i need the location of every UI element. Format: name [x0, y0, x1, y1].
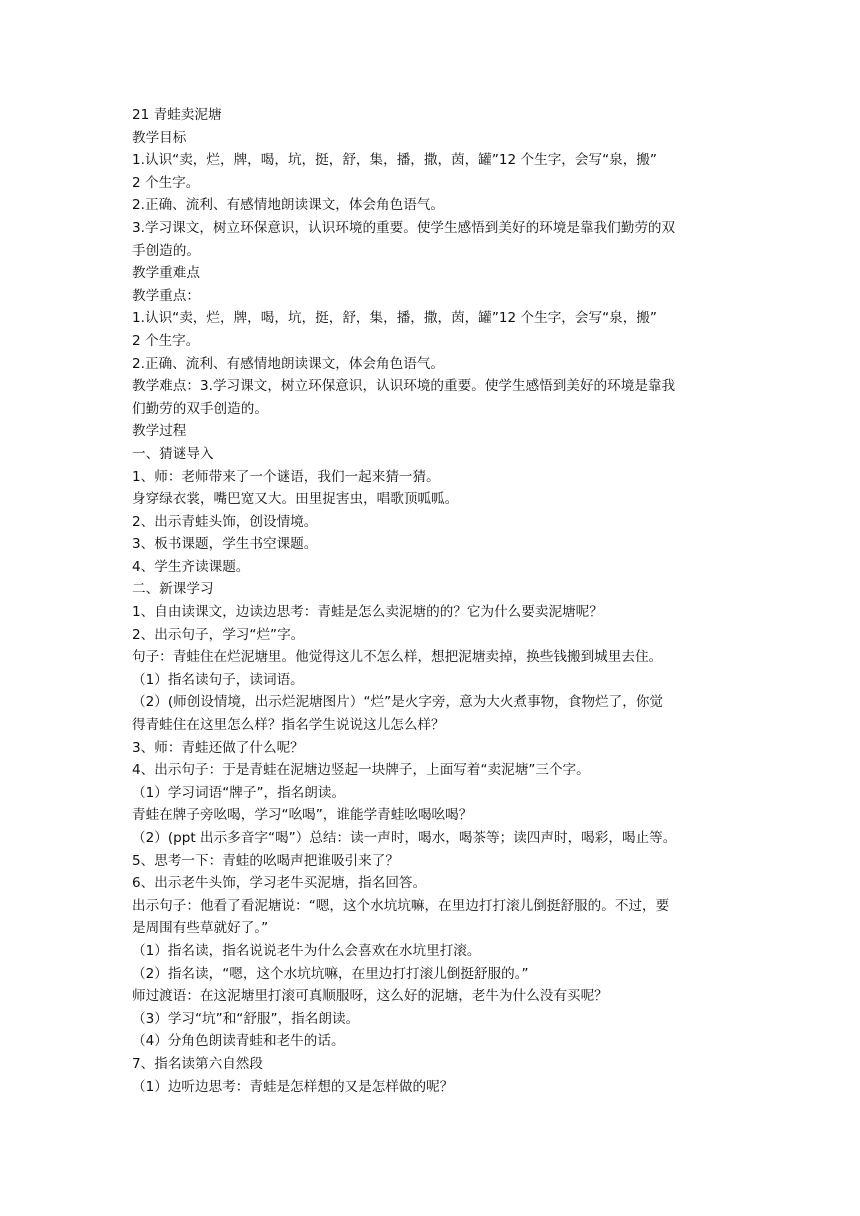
text-line: 1、师：老师带来了一个谜语，我们一起来猜一猜。 — [132, 468, 440, 485]
text-line: 2 个生字。 — [132, 332, 200, 349]
text-line: （2）(师创设情境，出示烂泥塘图片）“烂”是火字旁，意为大火煮事物，食物烂了，你觉 — [132, 694, 664, 711]
text-line: 句子：青蛙住在烂泥塘里。他觉得这儿不怎么样，想把泥塘卖掉，换些钱搬到城里去住。 — [132, 649, 663, 666]
document-body — [132, 104, 742, 1098]
text-line: （4）分角色朗读青蛙和老牛的话。 — [132, 1033, 345, 1050]
text-line: 1、自由读课文，边读边思考：青蛙是怎么卖泥塘的的？它为什么要卖泥塘呢？ — [132, 604, 603, 621]
text-line: 手创造的。 — [132, 242, 200, 259]
text-line: 6、出示老牛头饰，学习老牛买泥塘，指名回答。 — [132, 875, 427, 892]
text-line: 青蛙在牌子旁吆喝，学习“吆喝”，谁能学青蛙吆喝吆喝？ — [132, 807, 473, 824]
lesson-title: 21 青蛙卖泥塘 — [132, 107, 222, 123]
section-heading-goals: 教学目标 — [132, 129, 187, 146]
text-line: 教学难点：3.学习课文，树立环保意识，认识环境的重要。使学生感悟到美好的环境是靠我 — [132, 378, 676, 395]
text-line: 2 个生字。 — [132, 174, 200, 191]
text-line: 3、师：青蛙还做了什么呢？ — [132, 739, 304, 756]
text-line: 2、出示句子，学习“烂”字。 — [132, 626, 305, 643]
text-line: 5、思考一下：青蛙的吆喝声把谁吸引来了？ — [132, 852, 399, 869]
text-line: 得青蛙住在这里怎么样？指名学生说说这儿怎么样？ — [132, 717, 445, 734]
text-line: 3.学习课文，树立环保意识，认识环境的重要。使学生感悟到美好的环境是靠我们勤劳的双 — [132, 219, 676, 236]
text-line: （1）指名读句子，读词语。 — [132, 671, 304, 688]
text-line: 教学重点： — [132, 287, 200, 304]
text-line: （1）指名读，指名说说老牛为什么会喜欢在水坑里打滚。 — [132, 942, 481, 959]
text-line: 2、出示青蛙头饰，创设情境。 — [132, 513, 318, 530]
text-line: 们勤劳的双手创造的。 — [132, 400, 268, 417]
text-line: 1.认识“卖，烂，牌，喝，坑，挺，舒，集，播，撒，茵，罐”12 个生字，会写“泉，搬” — [132, 310, 657, 327]
text-line: （1）学习词语“牌子”，指名朗读。 — [132, 784, 346, 801]
text-line: 4、出示句子：于是青蛙在泥塘边竖起一块牌子，上面写着“卖泥塘”三个字。 — [132, 762, 590, 779]
text-line: 师过渡语：在这泥塘里打滚可真顺服呀，这么好的泥塘，老牛为什么没有买呢？ — [132, 988, 608, 1005]
text-line: 4、学生齐读课题。 — [132, 558, 250, 575]
text-line: （2）(ppt 出示多音字“喝”）总结：读一声时，喝水，喝茶等；读四声时，喝彩，喝止等。 — [132, 830, 677, 846]
section-heading-process: 教学过程 — [132, 423, 187, 440]
text-line: （2）指名读，“嗯，这个水坑坑嘛，在里边打打滚儿倒挺舒服的。” — [132, 965, 529, 982]
text-line: 2.正确、流利、有感情地朗读课文，体会角色语气。 — [132, 197, 445, 214]
text-line: 3、板书课题，学生书空课题。 — [132, 536, 318, 553]
subsection-heading: 一、猜谜导入 — [132, 445, 214, 462]
text-line: 1.认识“卖，烂，牌，喝，坑，挺，舒，集，播，撒，茵，罐”12 个生字，会写“泉，搬” — [132, 152, 657, 169]
text-line: 是周围有些草就好了。” — [132, 920, 269, 937]
text-line: 身穿绿衣裳，嘴巴宽又大。田里捉害虫，唱歌顶呱呱。 — [132, 491, 459, 508]
text-line: 出示句子：他看了看泥塘说：“嗯，这个水坑坑嘛，在里边打打滚儿倒挺舒服的。不过，要 — [132, 897, 670, 914]
subsection-heading: 二、新课学习 — [132, 581, 214, 598]
text-line: 7、指名读第六自然段 — [132, 1055, 263, 1072]
text-line: （1）边听边思考：青蛙是怎样想的又是怎样做的呢？ — [132, 1078, 454, 1095]
section-heading-key-points: 教学重难点 — [132, 265, 200, 282]
text-line: 2.正确、流利、有感情地朗读课文，体会角色语气。 — [132, 355, 445, 372]
text-line: （3）学习“坑”和“舒服”，指名朗读。 — [132, 1010, 360, 1027]
